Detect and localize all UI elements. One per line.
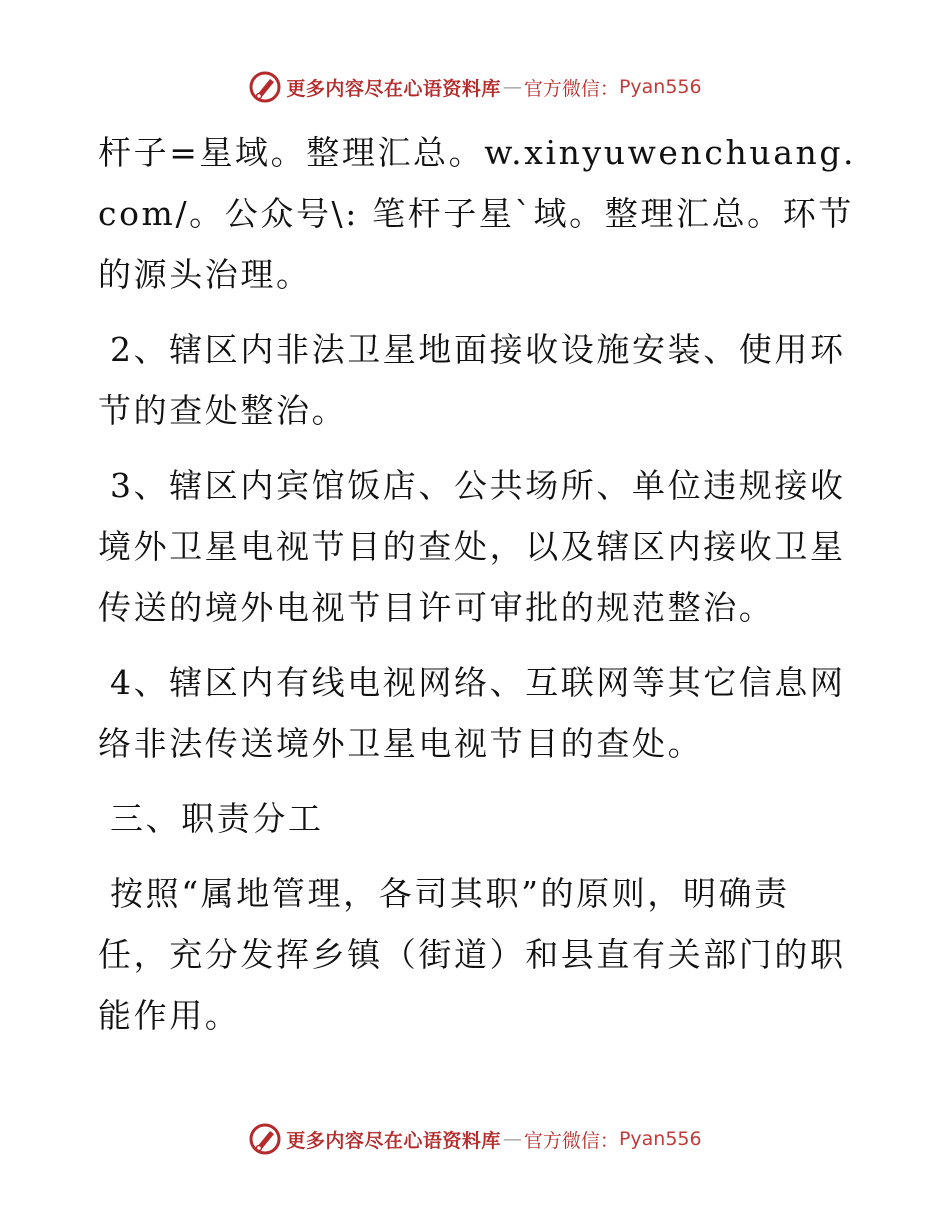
document-body xyxy=(98,122,858,1060)
banner-separator: — xyxy=(502,1128,522,1150)
banner-sub-text: 官方微信： xyxy=(523,1129,619,1152)
banner-wechat-id: Pyan556 xyxy=(618,76,702,98)
paragraph-4: 4、辖区内有线电视网络、互联网等其它信息网络非法传送境外卫星电视节目的查处。 xyxy=(98,663,846,763)
paragraph-2: 2、辖区内非法卫星地面接收设施安装、使用环节的查处整治。 xyxy=(98,330,846,430)
pen-circle-logo-icon xyxy=(248,1122,282,1156)
section-heading: 三、职责分工 xyxy=(110,799,324,838)
paragraph-5: 按照“属地管理，各司其职”的原则，明确责任，充分发挥乡镇（街道）和县直有关部门的职能作用。 xyxy=(98,874,846,1035)
pen-circle-logo-icon xyxy=(248,70,282,104)
paragraph-3: 3、辖区内宾馆饭店、公共场所、单位违规接收境外卫星电视节目的查处，以及辖区内接收卫星传送的境外电视节目许可审批的规范整治。 xyxy=(98,466,846,627)
banner-main-text: 更多内容尽在心语资料库 xyxy=(286,1129,501,1152)
footer-banner xyxy=(0,1122,950,1156)
banner-separator: — xyxy=(502,76,522,98)
banner-sub-text: 官方微信： xyxy=(523,77,619,100)
banner-wechat-id: Pyan556 xyxy=(618,1128,702,1150)
paragraph-1: 杆子=星域。整理汇总。w.xinyuwenchuang.com/。公众号\: 笔杆子星`域。整理汇总。环节的源头治理。 xyxy=(98,133,857,294)
header-banner xyxy=(0,70,950,104)
banner-main-text: 更多内容尽在心语资料库 xyxy=(286,77,501,100)
